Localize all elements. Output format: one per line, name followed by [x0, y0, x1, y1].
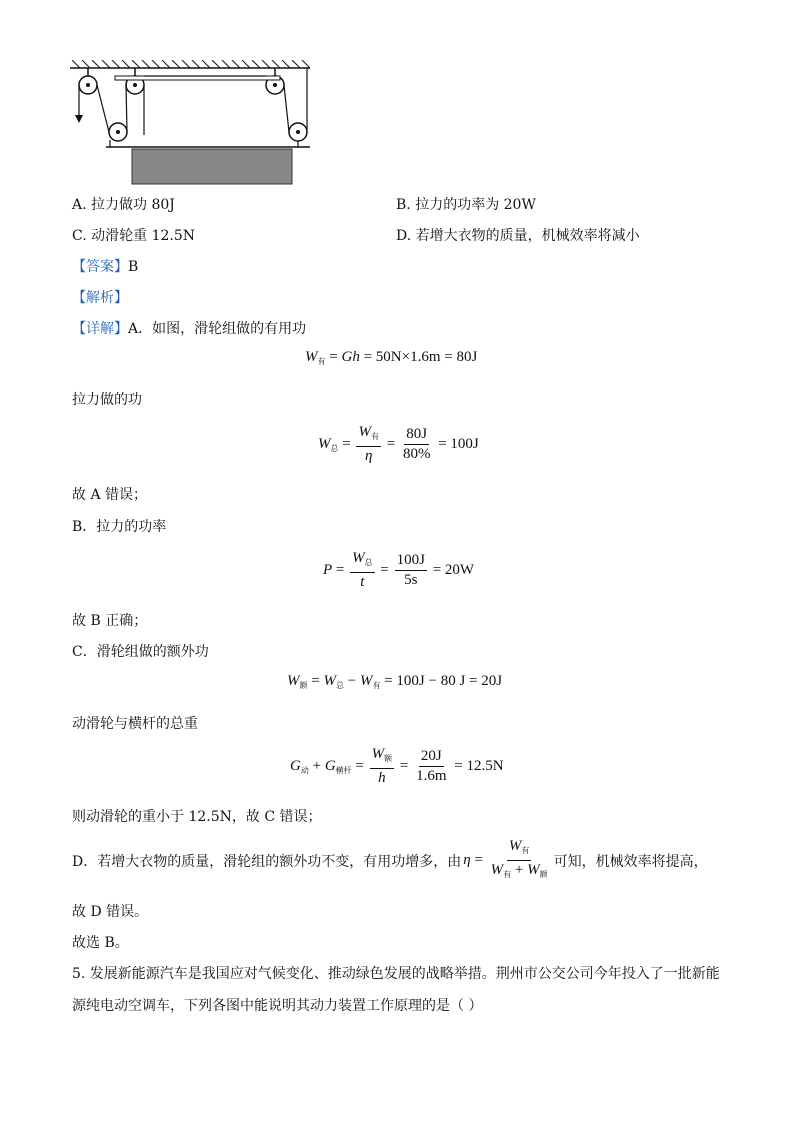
equation-useful-work: $W_有 = Gh = 50N\times 1.6m = 80J$	[305, 349, 478, 366]
detail-text: A．如图，滑轮组做的有用功	[128, 321, 307, 337]
detail-tag: 【详解】	[72, 321, 128, 337]
a-conclusion: 故 A 错误；	[72, 487, 148, 503]
c-intro: C．滑轮组做的额外功	[72, 644, 209, 660]
pull-work-label: 拉力做的功	[72, 392, 142, 408]
equation-total-weight: $G_动 + G_{横杆}$ = $\frac{W_额}{h}$ = $\frac{20J}{1.6m}$ = 12.5N	[290, 746, 504, 786]
option-c: C. 动滑轮重 12.5N	[72, 228, 195, 244]
answer-value: B	[128, 259, 139, 275]
option-d: D. 若增大衣物的质量，机械效率将减小	[396, 228, 640, 244]
equation-total-work: $W_总$ = $\frac{W_有}{\eta}$ = $\frac{80J}{80\%}$ = 100J	[318, 424, 479, 464]
equation-extra-work: $W_额 = W_总 - W_有 = 100J - 80$ J = 20J	[287, 673, 503, 690]
equation-power: P = $\frac{W_总}{t}$ = $\frac{100J}{5s}$ = 20W	[323, 550, 475, 590]
question-5-line1: 5. 发展新能源汽车是我国应对气候变化、推动绿色发展的战略举措。荆州市公交公司今年投入了一批新能	[72, 966, 720, 982]
c-conclusion: 则动滑轮的重小于 12.5N，故 C 错误；	[72, 809, 322, 825]
b-intro: B．拉力的功率	[72, 519, 167, 535]
pulley-figure	[70, 60, 320, 190]
question-5-line2: 源纯电动空调车，下列各图中能说明其动力装置工作原理的是（ ）	[72, 998, 483, 1014]
c-total-weight-label: 动滑轮与横杆的总重	[72, 716, 198, 732]
answer-line	[72, 256, 138, 276]
option-b: B. 拉力的功率为 20W	[396, 197, 536, 213]
final-choice: 故选 B。	[72, 935, 129, 951]
analysis-tag: 【解析】	[72, 290, 128, 306]
d-conclusion: 故 D 错误。	[72, 904, 149, 920]
d-explanation: D．若增大衣物的质量，滑轮组的额外功不变，有用功增多，由 η = $\frac{W_有}{W_有 + W_额}$ 可知，机械效率将提高，	[72, 838, 708, 879]
detail-line	[72, 318, 306, 338]
option-a: A. 拉力做功 80J	[72, 197, 175, 213]
b-conclusion: 故 B 正确；	[72, 613, 148, 629]
answer-tag: 【答案】	[72, 259, 128, 275]
